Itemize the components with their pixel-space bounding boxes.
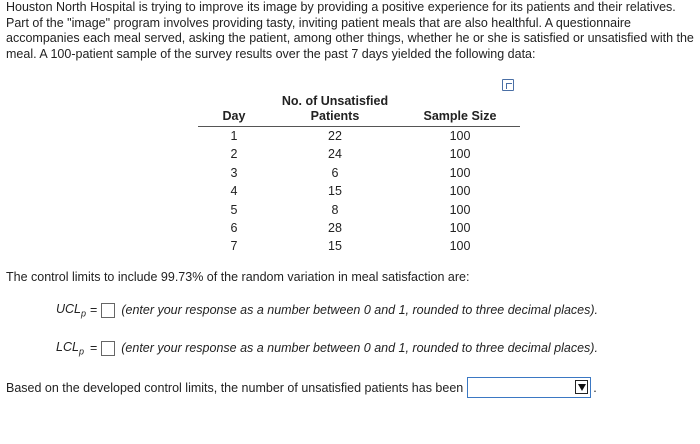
cell-unsatisfied: 6	[331, 165, 339, 180]
ucl-label: $UCL_p$	[56, 302, 87, 319]
cell-sample-size: 100	[449, 147, 471, 162]
cell-unsatisfied: 28	[328, 221, 342, 236]
cell-day: 1	[230, 129, 238, 143]
table-row	[198, 182, 520, 200]
cell-day: 7	[230, 239, 238, 254]
cell-day: 4	[230, 184, 238, 199]
cell-sample-size: 100	[449, 129, 471, 143]
cell-unsatisfied: 24	[328, 147, 342, 162]
header-unsatisfied: No. of Unsatisfied Patients	[270, 94, 400, 127]
ucl-hint: (enter your response as a number between 0 and 1, rounded to three decimal places).	[121, 303, 599, 318]
table-row	[198, 201, 520, 219]
header-sample-size: Sample Size	[400, 94, 520, 127]
cell-unsatisfied: 8	[331, 202, 339, 217]
cell-sample-size: 100	[449, 165, 471, 180]
ucl-equals: =	[90, 303, 98, 318]
table-row	[198, 219, 520, 237]
survey-data-table	[198, 94, 520, 256]
cell-day: 6	[230, 221, 238, 236]
lcl-row	[56, 340, 598, 357]
chevron-down-icon[interactable]	[575, 380, 588, 394]
table-header-row	[198, 94, 520, 127]
lcl-hint: (enter your response as a number between 0 and 1, rounded to three decimal places).	[121, 341, 598, 356]
lcl-equals: =	[89, 341, 98, 356]
conclusion-dropdown[interactable]	[467, 377, 591, 398]
header-day: Day	[198, 94, 270, 127]
lcl-label: $LCL_p$	[56, 340, 84, 357]
control-limits-note: The control limits to include 99.73% of the random variation in meal satisfaction are:	[6, 270, 470, 284]
cell-sample-size: 100	[449, 202, 471, 217]
cell-sample-size: 100	[449, 239, 471, 254]
lcl-input[interactable]	[101, 341, 115, 356]
cell-unsatisfied: 22	[328, 129, 342, 143]
conclusion-row	[6, 377, 597, 398]
ucl-input[interactable]	[101, 303, 115, 318]
cell-unsatisfied: 15	[328, 239, 342, 254]
copy-data-icon[interactable]	[502, 79, 514, 91]
problem-statement: Houston North Hospital is trying to improve its image by providing a positive experience for its patients and their relatives. Part of the "image" program involves providing tasty, inviting patient meals that are also healthful. A questionnaire accompanies each meal served, asking the patient, among other things, whether he or she is satisfied or unsatisfied with the meal. A 100-patient sample of the survey results over the past 7 days yielded the following data:	[6, 0, 694, 61]
cell-day: 5	[230, 202, 238, 217]
table-row	[198, 145, 520, 163]
conclusion-period: .	[593, 380, 597, 395]
table-row	[198, 127, 520, 146]
cell-unsatisfied: 15	[328, 184, 342, 199]
ucl-row	[56, 302, 598, 319]
cell-sample-size: 100	[449, 184, 471, 199]
table-row	[198, 237, 520, 255]
table-row	[198, 164, 520, 182]
conclusion-text: Based on the developed control limits, the number of unsatisfied patients has been	[6, 380, 464, 395]
cell-day: 2	[230, 147, 238, 162]
cell-sample-size: 100	[449, 221, 471, 236]
cell-day: 3	[230, 165, 238, 180]
